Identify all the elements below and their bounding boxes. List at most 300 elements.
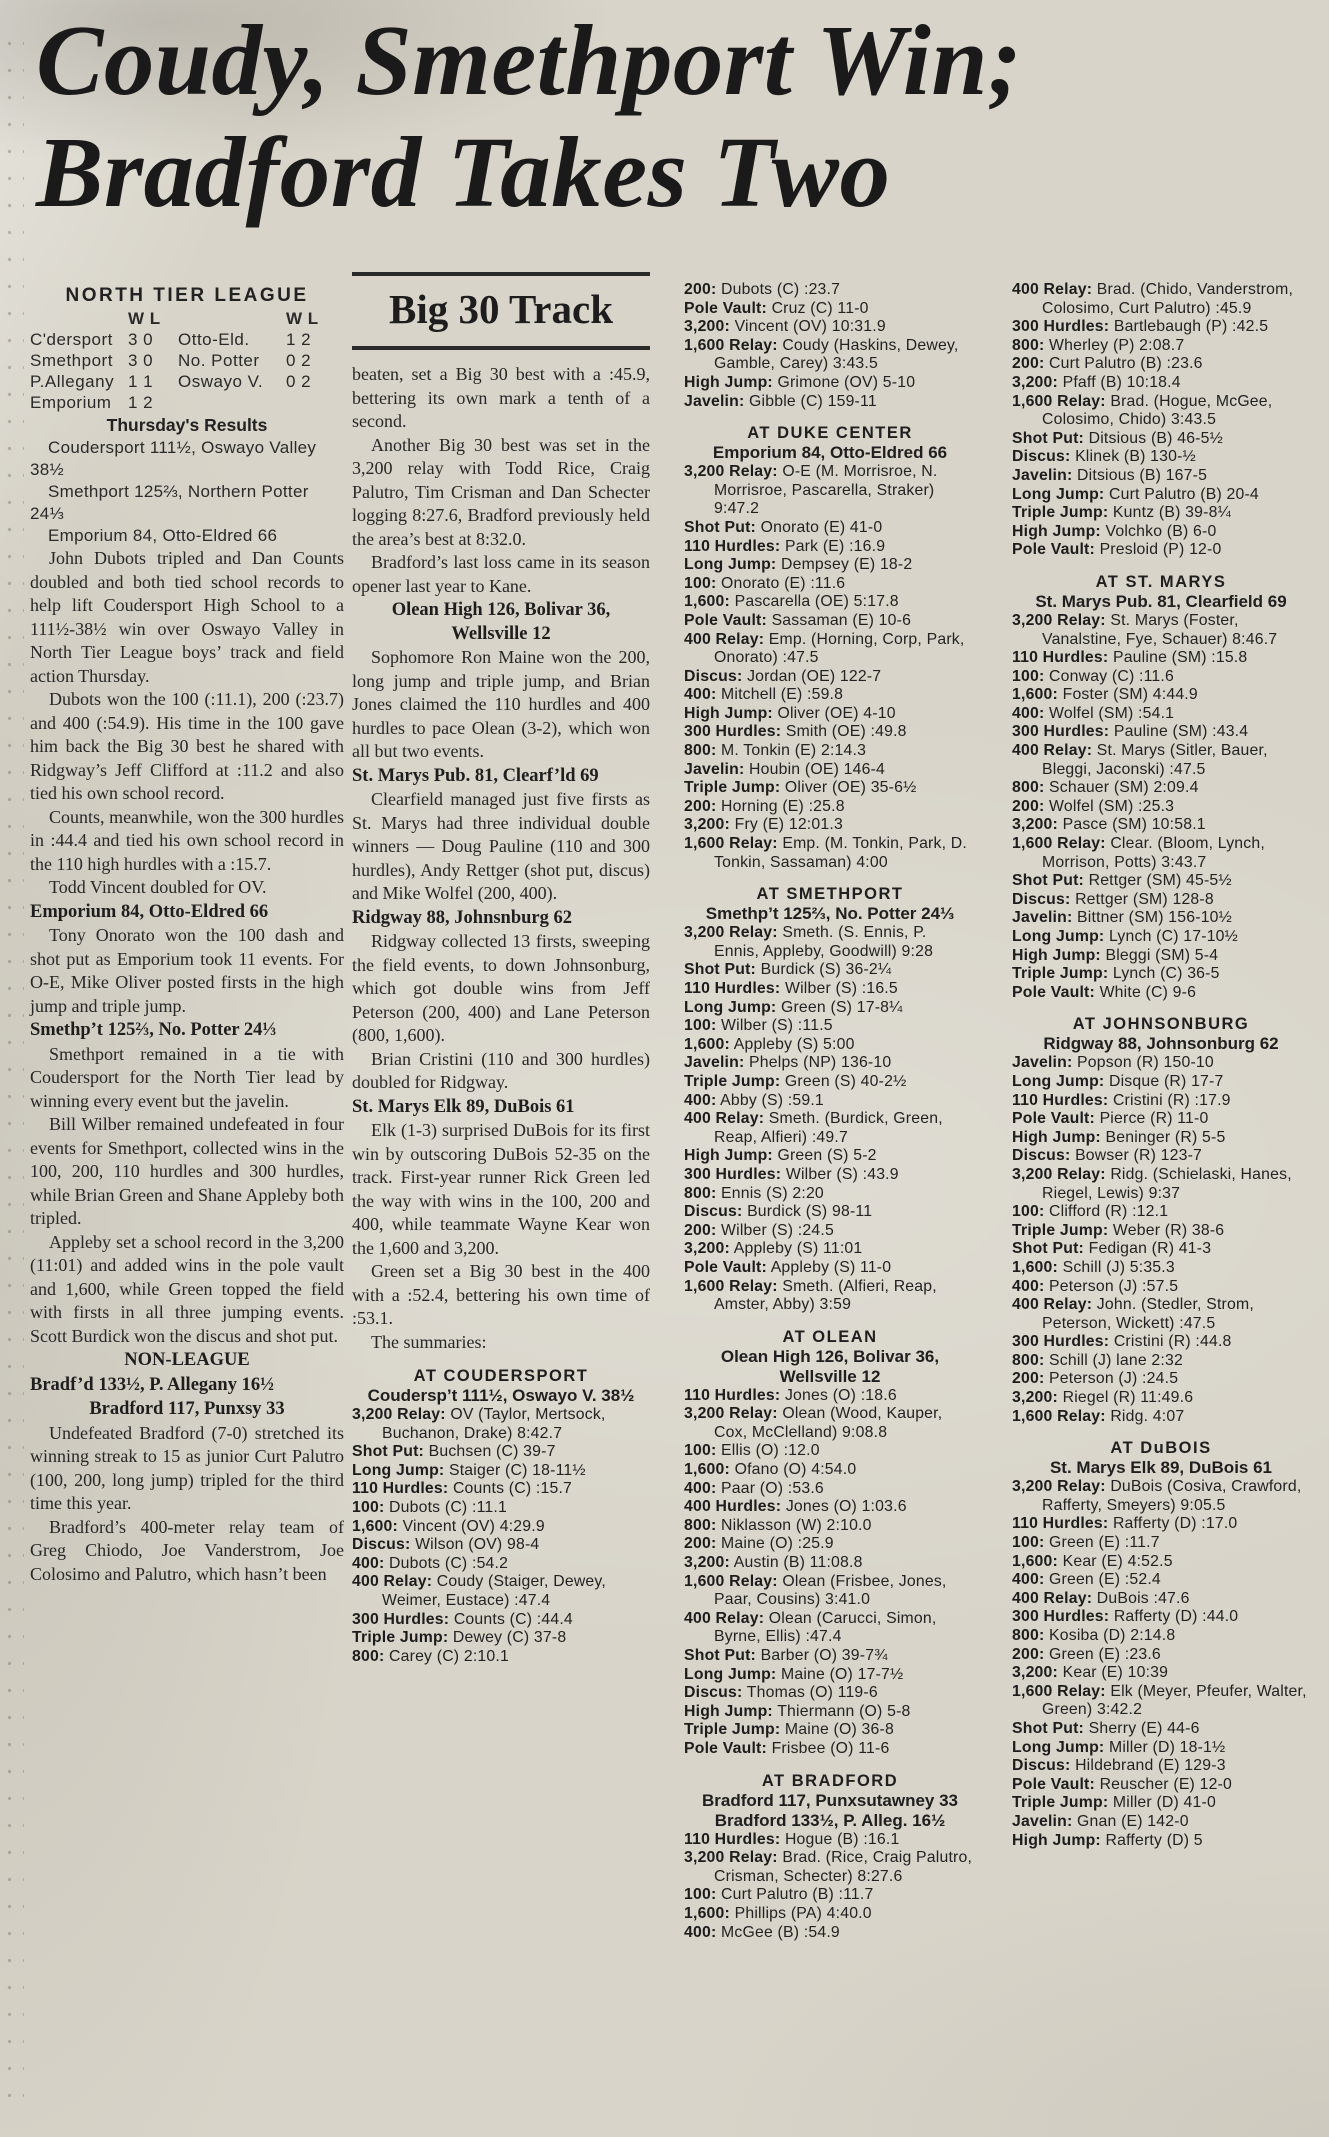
event-line (1012, 1073, 1310, 1092)
event-line (1012, 1515, 1310, 1534)
event-line (1012, 705, 1310, 724)
event-line (1012, 909, 1310, 928)
event-line (352, 1629, 650, 1648)
event-label: 100: (1012, 667, 1045, 685)
event-result: Gibble (C) 159-11 (749, 392, 877, 410)
event-label: 200: (1012, 797, 1045, 815)
event-line (684, 835, 976, 872)
event-result: Peterson (J) :57.5 (1049, 1277, 1179, 1295)
event-label: 200: (684, 281, 717, 298)
event-label: Triple Jump: (1012, 1794, 1109, 1812)
event-line (1012, 1739, 1310, 1758)
event-line (352, 1536, 650, 1555)
event-result: Phillips (PA) 4:40.0 (734, 1904, 872, 1922)
event-result: Houbin (OE) 146-4 (749, 760, 886, 778)
result-line: Emporium 84, Otto-Eldred 66 (48, 526, 278, 545)
event-label: Triple Jump: (684, 779, 781, 797)
event-line (684, 1684, 976, 1703)
event-result: Sherry (E) 44-6 (1088, 1719, 1200, 1737)
event-label: 110 Hurdles: (1012, 1091, 1109, 1109)
event-line (1012, 1110, 1310, 1129)
event-result: Paar (O) :53.6 (721, 1479, 824, 1497)
event-result: Schill (J) 5:35.3 (1062, 1258, 1175, 1276)
event-result: Emp. (M. Tonkin, Park, D. Tonkin, Sassaman) 4:00 (714, 835, 967, 871)
event-label: High Jump: (684, 1702, 773, 1720)
event-label: High Jump: (684, 704, 773, 722)
event-label: Triple Jump: (684, 1072, 781, 1090)
summary-title: AT JOHNSONBURG (1072, 1015, 1250, 1034)
subhead: NON-LEAGUE (124, 1350, 250, 1370)
score-line: St. Marys Elk 89, DuBois 61 (1049, 1458, 1273, 1478)
score-line: Ridgway 88, Johnsonburg 62 (1043, 1034, 1279, 1054)
event-label: 3,200: (684, 1240, 730, 1258)
event-result: Brad. (Chido, Vanderstrom, Colosimo, Curt Palutro) :45.9 (1042, 281, 1294, 317)
event-line (684, 575, 976, 594)
paragraph: Elk (1-3) surprised DuBois for its first win by outscoring DuBois 52-35 on the track. First-year runner Rick Green led the way with wins in the 100, 200 and 400, while teammate Wayne Kear won the 1,600 and 3,200. (352, 1120, 650, 1258)
paragraph: Tony Onorato won the 100 dash and shot put as Emporium took 11 events. For O-E, Mike Oliver posted firsts in the high jump and triple jump. (30, 925, 344, 1016)
paragraph: Green set a Big 30 best in the 400 with a :52.4, bettering his own time of :53.1. (352, 1261, 650, 1328)
event-label: 200: (1012, 1645, 1045, 1663)
standings-row (30, 329, 344, 350)
event-line (1012, 686, 1310, 705)
event-line (1012, 1240, 1310, 1259)
event-label: 3,200: (1012, 816, 1058, 834)
record-right: 0 2 (286, 351, 312, 370)
event-label: Long Jump: (684, 556, 777, 574)
event-line (1012, 1278, 1310, 1297)
event-line (1012, 1664, 1310, 1683)
event-line (1012, 649, 1310, 668)
event-result: Smeth. (S. Ennis, P. Ennis, Appleby, Goodwill) 9:28 (714, 924, 934, 960)
event-result: Ditsious (B) 167-5 (1077, 466, 1208, 484)
event-result: M. Tonkin (E) 2:14.3 (721, 742, 867, 760)
result-line: Smethport 125⅔, Northern Potter 24⅓ (30, 482, 309, 523)
event-result: Smith (OE) :49.8 (785, 723, 907, 741)
event-line (1012, 318, 1310, 337)
event-line (684, 686, 976, 705)
event-label: Shot Put: (1012, 872, 1084, 890)
event-label: 300 Hurdles: (684, 723, 782, 741)
event-result: Frisbee (O) 11-6 (771, 1739, 890, 1757)
score-line: Emporium 84, Otto-Eldred 66 (712, 443, 948, 463)
event-result: Green (E) :23.6 (1049, 1645, 1161, 1663)
event-result: Smeth. (Alfieri, Reap, Amster, Abby) 3:59 (714, 1277, 937, 1314)
subhead: Ridgway 88, Johnsnburg 62 (352, 907, 573, 928)
event-result: Volchko (B) 6-0 (1105, 522, 1217, 540)
event-label: 110 Hurdles: (1012, 649, 1109, 667)
record-left: 1 2 (128, 393, 154, 412)
event-line (1012, 816, 1310, 835)
event-label: 1,600 Relay: (684, 336, 778, 354)
event-result: Grimone (OV) 5-10 (777, 373, 916, 391)
paragraph: Appleby set a school record in the 3,200 (11:01) and added wins in the pole vault and 1,600, while Green topped the field with firsts in all three jumping events. Scott Burdick won the discus and shot put. (30, 1231, 344, 1346)
event-label: High Jump: (1012, 946, 1101, 964)
team-left: P.Allegany (30, 372, 115, 391)
event-result: Miller (D) 18-1½ (1108, 1738, 1226, 1756)
event-result: Pascarella (OE) 5:17.8 (734, 593, 899, 611)
event-line (1012, 1259, 1310, 1278)
event-label: 400 Relay: (684, 1609, 765, 1627)
paragraph: beaten, set a Big 30 best with a :45.9, bettering its own mark a tenth of a second. (352, 364, 650, 431)
event-label: Long Jump: (1012, 1738, 1105, 1756)
event-result: Olean (Frisbee, Jones, Paar, Cousins) 3:41.0 (714, 1572, 947, 1609)
event-label: 400 Relay: (352, 1573, 433, 1591)
subhead: Smethp’t 125⅔, No. Potter 24⅓ (30, 1020, 277, 1040)
event-label: Long Jump: (1012, 485, 1105, 503)
event-result: Barber (O) 39-7¾ (760, 1647, 888, 1664)
event-result: Maine (O) 36-8 (784, 1721, 894, 1739)
event-result: Miller (D) 41-0 (1112, 1794, 1216, 1812)
event-label: Discus: (1012, 890, 1071, 908)
paragraph: Todd Vincent doubled for OV. (49, 877, 267, 897)
event-label: 3,200 Relay: (684, 1405, 778, 1423)
event-label: Discus: (684, 667, 743, 685)
event-label: Shot Put: (1012, 429, 1084, 447)
event-label: 800: (1012, 1351, 1045, 1369)
event-result: Wilber (S) :11.5 (721, 1017, 833, 1035)
event-line (352, 1462, 650, 1481)
wl-header-left: W L (128, 309, 161, 328)
event-line (684, 538, 976, 557)
event-line (1012, 374, 1310, 393)
event-result: Wilber (S) :24.5 (721, 1221, 834, 1239)
event-label: 800: (1012, 779, 1045, 797)
event-result: Bowser (R) 123-7 (1075, 1147, 1203, 1165)
event-line (684, 612, 976, 631)
event-line (1012, 1813, 1310, 1832)
event-line (684, 1740, 976, 1759)
event-label: 800: (684, 1184, 717, 1202)
event-line (684, 631, 976, 668)
event-result: Phelps (NP) 136-10 (749, 1054, 892, 1072)
event-line (684, 519, 976, 538)
summary-title: AT BRADFORD (761, 1771, 899, 1790)
event-line (684, 1017, 976, 1036)
event-result: Riegel (R) 11:49.6 (1062, 1389, 1194, 1407)
event-line (1012, 1590, 1310, 1609)
event-line (684, 1666, 976, 1685)
event-line (1012, 1370, 1310, 1389)
event-line (684, 668, 976, 687)
event-label: Javelin: (684, 1054, 745, 1072)
event-line (1012, 1296, 1310, 1333)
event-result: Lynch (C) 36-5 (1112, 965, 1220, 983)
event-label: 1,600: (1012, 1258, 1058, 1276)
event-label: 1,600: (1012, 686, 1058, 704)
event-label: 1,600 Relay: (684, 835, 778, 853)
event-line (352, 1555, 650, 1574)
event-result: Austin (B) 11:08.8 (733, 1554, 863, 1572)
score-line: Olean High 126, Bolivar 36, Wellsville 12 (720, 1346, 940, 1386)
event-line (684, 393, 976, 412)
event-label: 400: (684, 1479, 717, 1497)
event-label: 3,200 Relay: (1012, 1165, 1106, 1183)
event-label: 3,200: (1012, 373, 1058, 391)
event-line (1012, 1147, 1310, 1166)
event-label: 200: (684, 1535, 717, 1553)
team-left: Emporium (30, 393, 112, 412)
event-result: Coudy (Haskins, Dewey, Gamble, Carey) 3:43.5 (714, 336, 959, 373)
event-result: Staiger (C) 18-11½ (448, 1461, 586, 1479)
event-line (684, 1442, 976, 1461)
event-line (684, 318, 976, 337)
event-label: Pole Vault: (684, 299, 767, 317)
event-result: Ellis (O) :12.0 (721, 1442, 820, 1460)
event-line (1012, 1776, 1310, 1795)
event-label: Pole Vault: (1012, 541, 1095, 559)
event-label: High Jump: (1012, 522, 1101, 540)
event-line (1012, 891, 1310, 910)
event-label: 1,600 Relay: (684, 1572, 778, 1590)
event-line (684, 1387, 976, 1406)
event-result: St. Marys (Sitler, Bauer, Bleggi, Jaconski) :47.5 (1042, 742, 1268, 778)
event-line (684, 1073, 976, 1092)
event-label: Triple Jump: (684, 1721, 781, 1739)
event-result: Foster (SM) 4:44.9 (1062, 686, 1198, 704)
event-label: Discus: (1012, 448, 1071, 466)
event-label: Discus: (352, 1536, 411, 1554)
event-line (684, 1703, 976, 1722)
record-left: 1 1 (128, 372, 154, 391)
paragraph: The summaries: (371, 1331, 487, 1352)
event-line (352, 1573, 650, 1610)
event-label: 100: (684, 1886, 717, 1904)
event-line (684, 723, 976, 742)
score-line: St. Marys Pub. 81, Clearfield 69 (1035, 591, 1287, 611)
event-result: Appleby (S) 11-0 (770, 1258, 892, 1276)
event-label: High Jump: (1012, 1128, 1101, 1146)
event-result: Mitchell (E) :59.8 (721, 686, 844, 704)
event-label: Pole Vault: (684, 1739, 767, 1757)
event-label: Javelin: (684, 392, 745, 410)
event-result: Kear (E) 4:52.5 (1062, 1552, 1173, 1570)
event-result: Ridg. 4:07 (1110, 1407, 1185, 1425)
event-result: Onorato (E) 41-0 (760, 518, 883, 536)
event-result: Green (E) :52.4 (1049, 1571, 1161, 1589)
result-line: Coudersport 111½, Oswayo Valley 38½ (30, 438, 317, 479)
event-line (684, 1535, 976, 1554)
event-label: 110 Hurdles: (352, 1480, 449, 1498)
score-line: Coudersp’t 111½, Oswayo V. 38½ (367, 1386, 635, 1405)
event-result: Rafferty (D) :44.0 (1113, 1608, 1239, 1626)
paragraph: Clearfield managed just five firsts as St. Marys had three individual double winners — Doug Pauline (110 and 300 hurdles), Andy Rettger (shot put, discus) and Mike Wolfel (200, 400). (352, 789, 650, 903)
event-result: Klinek (B) 130-½ (1075, 448, 1196, 466)
event-label: 200: (684, 797, 717, 815)
event-label: 3,200 Relay: (684, 463, 778, 481)
event-label: 3,200: (684, 318, 730, 336)
event-line (1012, 1408, 1310, 1427)
event-result: Dewey (C) 37-8 (452, 1629, 567, 1647)
event-result: Thomas (O) 119-6 (746, 1684, 878, 1702)
event-result: Curt Palutro (B) :11.7 (721, 1886, 874, 1904)
event-line (684, 1886, 976, 1905)
event-result: Wherley (P) 2:08.7 (1049, 336, 1185, 354)
event-line (1012, 504, 1310, 523)
summary-title: AT COUDERSPORT (413, 1367, 589, 1385)
event-label: 100: (352, 1498, 385, 1516)
event-result: Burdick (S) 98-11 (747, 1203, 873, 1221)
event-line (684, 1905, 976, 1924)
event-line (1012, 984, 1310, 1003)
event-label: Discus: (1012, 1147, 1071, 1165)
column-3 (684, 281, 976, 1942)
event-result: Disque (R) 17-7 (1108, 1072, 1224, 1090)
summary-title: AT OLEAN (782, 1327, 878, 1346)
event-label: Long Jump: (1012, 1072, 1105, 1090)
event-label: 3,200 Relay: (684, 1849, 778, 1867)
event-line (684, 281, 976, 300)
event-line (684, 1185, 976, 1204)
event-result: Jordan (OE) 122-7 (747, 667, 882, 685)
event-line (1012, 1478, 1310, 1515)
event-result: Bartlebaugh (P) :42.5 (1113, 318, 1269, 336)
event-label: 400 Relay: (1012, 1589, 1093, 1607)
event-label: 300 Hurdles: (1012, 318, 1110, 336)
event-result: McGee (B) :54.9 (721, 1923, 840, 1941)
event-result: Hogue (B) :16.1 (784, 1830, 900, 1848)
event-line (684, 1092, 976, 1111)
event-line (684, 924, 976, 961)
event-line (684, 705, 976, 724)
event-label: 1,600 Relay: (1012, 1407, 1106, 1425)
event-label: 3,200: (1012, 1664, 1058, 1682)
event-result: Oliver (OE) 4-10 (777, 704, 896, 722)
event-line (1012, 1553, 1310, 1572)
event-line (1012, 337, 1310, 356)
event-label: Shot Put: (684, 961, 756, 979)
event-label: Javelin: (1012, 909, 1073, 927)
team-right (178, 392, 286, 413)
event-result: Cristini (R) :17.9 (1112, 1091, 1231, 1109)
record-right: 0 2 (286, 372, 312, 391)
summary-title: AT DUKE CENTER (747, 424, 913, 443)
event-result: Fedigan (R) 41-3 (1088, 1240, 1212, 1258)
event-result: Jones (O) :18.6 (784, 1386, 897, 1404)
event-line (684, 742, 976, 761)
event-line (1012, 1794, 1310, 1813)
event-label: Triple Jump: (1012, 504, 1109, 522)
event-result: Ditsious (B) 46-5½ (1088, 429, 1224, 447)
record-left: 3 0 (128, 351, 154, 370)
event-result: Vincent (OV) 10:31.9 (734, 318, 886, 336)
event-label: Triple Jump: (1012, 1221, 1109, 1239)
event-result: Green (S) 5-2 (777, 1147, 877, 1165)
event-result: Wilber (S) :16.5 (784, 980, 898, 997)
event-result: Pfaff (B) 10:18.4 (1062, 373, 1181, 391)
event-result: Sassaman (E) 10-6 (771, 611, 912, 629)
event-label: 1,600 Relay: (1012, 392, 1106, 410)
event-line (1012, 779, 1310, 798)
event-result: Clifford (R) :12.1 (1049, 1203, 1169, 1221)
event-line (1012, 1222, 1310, 1241)
event-line (1012, 541, 1310, 560)
event-line (684, 1610, 976, 1647)
event-result: Presloid (P) 12-0 (1099, 541, 1222, 559)
results-title: Thursday's Results (106, 415, 268, 435)
section-box-title: Big 30 Track (352, 272, 650, 350)
paragraph: Bradford’s 400-meter relay team of Greg Chiodo, Joe Vanderstrom, Joe Colosimo and Palutro, which hasn’t been (30, 1516, 344, 1584)
event-label: Long Jump: (684, 1665, 777, 1683)
event-line (684, 980, 976, 999)
event-line (1012, 723, 1310, 742)
subhead: Emporium 84, Otto-Eldred 66 (30, 901, 269, 922)
event-label: 3,200: (684, 816, 730, 834)
event-result: OV (Taylor, Mertsock, Buchanon, Drake) 8:42.7 (382, 1406, 606, 1442)
event-line (1012, 355, 1310, 374)
event-label: Shot Put: (1012, 1719, 1084, 1737)
event-label: Shot Put: (684, 518, 756, 536)
paragraph: Counts, meanwhile, won the 300 hurdles in :44.4 and tied his own school record in the 110 high hurdles with a :15.7. (30, 806, 344, 874)
event-line (684, 779, 976, 798)
event-result: Counts (C) :15.7 (452, 1480, 573, 1498)
event-line (1012, 1054, 1310, 1073)
event-result: Popson (R) 150-10 (1077, 1054, 1214, 1072)
event-label: 1,600: (684, 593, 730, 611)
event-line (684, 798, 976, 817)
summary-title: AT ST. MARYS (1095, 572, 1227, 591)
event-line (684, 1259, 976, 1278)
event-label: 200: (1012, 355, 1045, 373)
subhead: Bradford 117, Punxsy 33 (89, 1399, 285, 1419)
event-label: 1,600 Relay: (1012, 1682, 1106, 1700)
event-label: Long Jump: (684, 998, 777, 1016)
event-result: Cristini (R) :44.8 (1113, 1333, 1232, 1351)
event-label: 400: (1012, 1277, 1045, 1295)
event-line (1012, 1534, 1310, 1553)
event-label: 3,200 Relay: (352, 1406, 446, 1423)
event-line (684, 961, 976, 980)
wl-header-right: W L (286, 309, 319, 328)
event-label: 800: (1012, 336, 1045, 354)
event-label: 110 Hurdles: (684, 1830, 781, 1848)
event-line (684, 1405, 976, 1442)
event-label: 400: (1012, 704, 1045, 722)
event-line (1012, 1757, 1310, 1776)
event-result: Schauer (SM) 2:09.4 (1049, 779, 1199, 797)
event-label: Discus: (684, 1203, 743, 1221)
event-label: 400: (1012, 1571, 1045, 1589)
event-line (684, 1203, 976, 1222)
event-label: Pole Vault: (684, 1258, 767, 1276)
event-result: Ridg. (Schielaski, Hanes, Riegel, Lewis) 9:37 (1042, 1165, 1292, 1202)
event-result: Reuscher (E) 12-0 (1099, 1775, 1233, 1793)
event-line (1012, 1203, 1310, 1222)
event-line (1012, 928, 1310, 947)
event-line (1012, 1720, 1310, 1739)
event-label: Javelin: (1012, 1054, 1073, 1072)
event-label: Javelin: (684, 760, 745, 778)
event-result: Park (E) :16.9 (784, 537, 886, 555)
event-result: Burdick (S) 36-2¼ (760, 961, 892, 979)
event-result: Vincent (OV) 4:29.9 (402, 1517, 545, 1535)
event-label: Pole Vault: (1012, 1110, 1095, 1128)
standings-header (30, 308, 344, 329)
event-result: Wolfel (SM) :54.1 (1049, 704, 1175, 722)
subhead: Olean High 126, Bolivar 36, Wellsville 12 (391, 600, 611, 644)
event-label: Shot Put: (684, 1647, 756, 1664)
paragraph: Smethport remained in a tie with Coudersport for the North Tier lead by winning every event but the javelin. (30, 1043, 344, 1111)
headline-line2: Bradford Takes Two (36, 116, 891, 228)
team-left: Smethport (30, 351, 113, 370)
event-label: Pole Vault: (684, 611, 767, 629)
event-line (684, 999, 976, 1018)
event-line (684, 1480, 976, 1499)
event-result: Horning (E) :25.8 (721, 797, 845, 815)
event-line (1012, 393, 1310, 430)
event-result: Brad. (Hogue, McGee, Colosimo, Chido) 3:43.5 (1042, 392, 1273, 429)
event-result: Buchsen (C) 39-7 (428, 1443, 556, 1461)
paragraph: Bradford’s last loss came in its season opener last year to Kane. (352, 552, 650, 596)
